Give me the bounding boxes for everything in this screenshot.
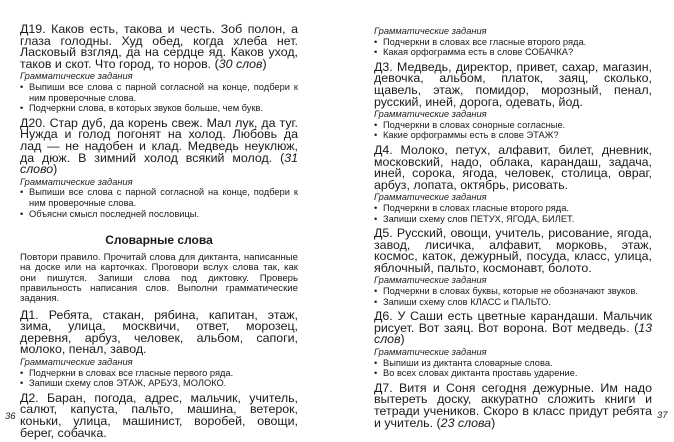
task-item: • Выпиши все слова с парной согласной на конце, подбери к ним проверочные слова.: [20, 187, 298, 208]
grammar-tasks-heading: Грамматические задания: [374, 347, 487, 358]
task-item: • Какая орфограмма есть в слове СОБАЧКА?: [374, 47, 652, 58]
task-item: • Выпиши из диктанта словарные слова.: [374, 358, 652, 369]
task-item: • Подчеркни в словах все гласные второго ряда.: [374, 37, 652, 48]
task-item: • Подчеркни слова, в которых звуков больше, чем букв.: [20, 103, 298, 114]
word-count: ( 31 слово ): [20, 151, 298, 177]
grammar-tasks-d2: [374, 26, 652, 58]
word-count: ( 23 слова ): [437, 416, 496, 430]
grammar-tasks-heading: Грамматические задания: [374, 192, 487, 203]
dictation-d4: Д4. Молоко, петух, алфавит, билет, дневник, московский, надо, облака, карандаш, задача, иней, сорока, ягода, человек, столица, овраг, арбуз, лопата, октябрь, рисовать.: [374, 142, 652, 192]
dictation-d19: [20, 24, 298, 70]
dictation-d6: [374, 311, 652, 346]
dictation-d1: Д1. Ребята, стакан, рябина, капитан, этаж, зима, улица, москвичи, ответ, морозец, деревня, арбуз, человек, альбом, сапоги, молоко, пенал, завод.: [20, 307, 298, 357]
task-item: • Выпиши все слова с парной согласной на конце, подбери к ним проверочные слова.: [20, 82, 298, 103]
word-count: ( 13 слов ): [374, 321, 652, 347]
page-number: 36: [5, 411, 16, 422]
dictation-text: Д19. Каков есть, такова и честь. Зоб полон, а глаза голодны. Худ обед, когда хлеба нет. Ласковый взгляд, да на сердце яд. Каков уход, таков и скот. Что город, то норов.: [20, 22, 298, 71]
task-item: • Во всех словах диктанта проставь ударение.: [374, 368, 652, 379]
grammar-tasks-heading: Грамматические задания: [20, 356, 133, 367]
task-item: • Подчеркни в словах гласные второго ряда.: [374, 203, 652, 214]
grammar-tasks-d3: [374, 109, 652, 141]
dictation-text: Д7. Витя и Соня сегодня дежурные. Им надо вытереть доску, аккуратно сложить книги и тетради учеников. Скоро в класс придут ребята и учитель.: [374, 380, 652, 430]
task-item: • Объясни смысл последней пословицы.: [20, 209, 298, 220]
task-item: • Запиши схему слов ПЕТУХ, ЯГОДА, БИЛЕТ.: [374, 214, 652, 225]
task-item: • Подчеркни в словах сонорные согласные.: [374, 120, 652, 131]
page-number: 37: [657, 410, 668, 421]
grammar-tasks-heading: Грамматические задания: [20, 176, 133, 187]
task-item: • Какие орфограммы есть в слове ЭТАЖ?: [374, 130, 652, 141]
grammar-tasks-d4: [374, 192, 652, 224]
grammar-tasks-heading: Грамматические задания: [374, 26, 487, 36]
task-item: • Запиши схему слов КЛАСС и ПАЛЬТО.: [374, 297, 652, 308]
task-item: • Подчеркни в словах все гласные первого ряда.: [20, 368, 298, 379]
grammar-tasks-d6: [374, 347, 652, 379]
grammar-tasks-d5: [374, 275, 652, 307]
dictation-d2: Д2. Баран, погода, адрес, мальчик, учитель, салют, капуста, пальто, машина, ветерок, коньки, улица, машинист, воробей, овощи, берег, собачка.: [20, 390, 298, 440]
dictation-d3: Д3. Медведь, директор, привет, сахар, магазин, девочка, альбом, платок, заяц, сколько, щавель, этаж, помидор, морозный, пенал, русский, иней, дорога, одевать, йод.: [374, 59, 652, 109]
intro-text: Повтори правило. Прочитай слова для диктанта, написанные на доске или на карточках. Проговори вслух слова так, как они пишутся. Запиши слова под диктовку. Проверь правильность написания слов. Выполни грамматические задания.: [20, 252, 298, 305]
dictation-text: Д6. У Саши есть цветные карандаши. Мальчик рисует. Вот заяц. Вот ворона. Вот медведь.: [374, 309, 652, 335]
grammar-tasks-heading: Грамматические задания: [374, 109, 487, 120]
task-item: • Подчеркни в словах буквы, которые не обозначают звуков.: [374, 286, 652, 297]
right-page: [337, 0, 674, 442]
grammar-tasks-d20: [20, 177, 298, 219]
grammar-tasks-heading: Грамматические задания: [20, 71, 133, 82]
task-item: • Запиши схему слов ЭТАЖ, АРБУЗ, МОЛОКО.: [20, 378, 298, 389]
grammar-tasks-heading: Грамматические задания: [374, 275, 487, 286]
section-title: Словарные слова: [105, 233, 213, 248]
dictation-d7: [374, 380, 652, 430]
dictation-d20: [20, 115, 298, 177]
word-count: ( 30 слов ): [215, 57, 267, 71]
dictation-text: Д20. Стар дуб, да корень свеж. Мал лук, да туг. Нужда и голод погонят на холод. Любовь да лад — не надобен и клад. Медведь неуклюж, да дюж. В зимний холод всякий молод.: [20, 115, 298, 165]
dictation-d5: Д5. Русский, овощи, учитель, рисование, ягода, завод, лисичка, алфавит, морковь, этаж, космос, каток, дежурный, посуда, класс, улица, яблочный, пальто, космонавт, болото.: [374, 226, 652, 275]
grammar-tasks-d1: [20, 357, 298, 389]
grammar-tasks-d19: [20, 71, 298, 113]
